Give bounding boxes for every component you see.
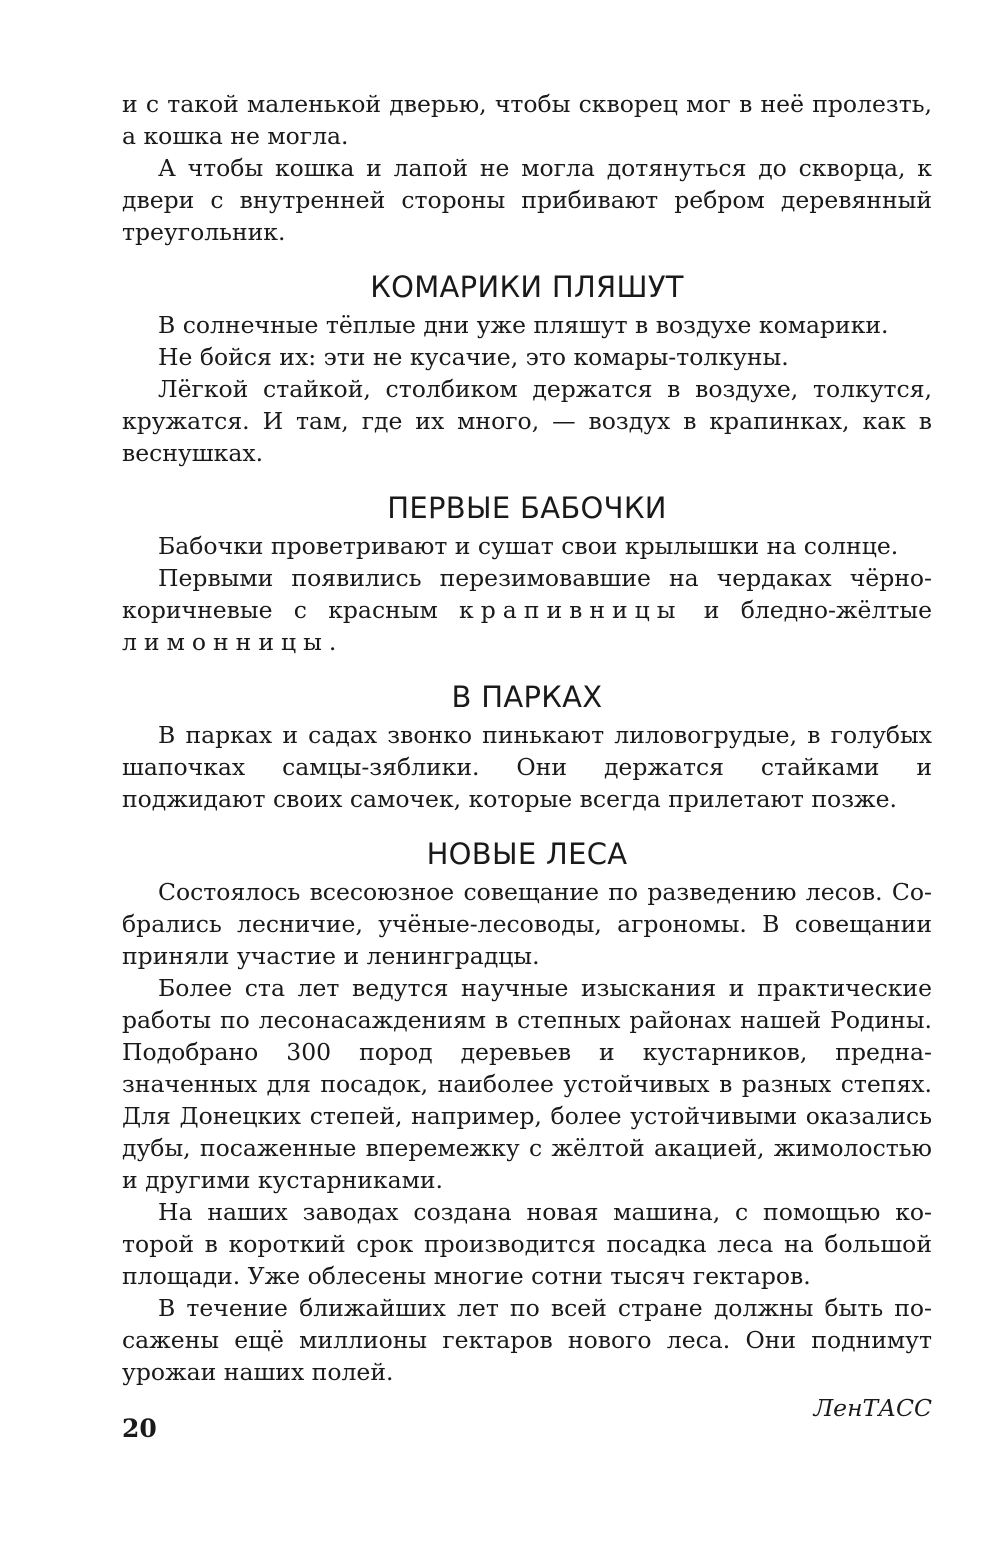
intro-paragraph-1: и с такой маленькой дверью, чтобы скворец мог в неё пролезть, а кошка не могла.: [122, 90, 932, 150]
intro-paragraph-2: А чтобы кошка и лапой не могла дотянуться до скворца, к двери с внутренней стороны прибивают ребром деревянный треугольник.: [122, 154, 932, 246]
komariki-paragraph-1: В солнечные тёплые дни уже пляшут в воздухе комарики.: [158, 311, 889, 339]
lesa-paragraph-4: В течение ближайших лет по всей стране должны быть посажены ещё миллионы гектаров нового леса. Они поднимут урожаи наших полей.: [122, 1294, 932, 1386]
komariki-paragraph-2: Не бойся их: эти не кусачие, это комары-толкуны.: [158, 343, 789, 371]
section-title-babochki: ПЕРВЫЕ БАБОЧКИ: [387, 491, 667, 525]
babochki-text-1: Первыми появились перезимовавшие на чердаках чёрнокоричневые с красным: [122, 564, 932, 624]
lesa-paragraph-3: На наших заводах создана новая машина, с помощью которой в короткий срок производится посадка леса на большой площади. Уже облесены многие сотни тысяч гектаров.: [122, 1198, 932, 1290]
lesa-paragraph-1: Состоялось всесоюзное совещание по разведению лесов. Собрались лесничие, учёные-лесоводы, агрономы. В совещании приняли участие и ленинградцы.: [122, 878, 932, 970]
section-title-novye-lesa: НОВЫЕ ЛЕСА: [426, 837, 628, 871]
species-limonnitsy: лимонницы: [122, 628, 329, 656]
species-krapivnitsy: крапивницы: [459, 596, 683, 624]
babochki-paragraph-1: Бабочки проветривают и сушат свои крылышки на солнце.: [158, 532, 899, 560]
section-title-komariki: КОМАРИКИ ПЛЯШУТ: [370, 270, 684, 304]
page-content: [122, 88, 932, 1424]
page-number: 20: [122, 1414, 157, 1443]
babochki-text-2: и бледно-жёлтые: [703, 596, 932, 624]
komariki-paragraph-3: Лёгкой стайкой, столбиком держатся в воздухе, толкутся, кружатся. И там, где их много, — воздух в крапинках, как в веснушках.: [122, 375, 932, 467]
babochki-paragraph-2: [122, 562, 932, 658]
signature-lentass: ЛенТАСС: [813, 1394, 932, 1422]
babochki-text-end: .: [328, 628, 337, 656]
lesa-paragraph-2: Более ста лет ведутся научные изыскания и практические работы по лесонасаждениям в степных районах нашей Родины. Подобрано 300 пород деревьев и кустарников, предназначенных для посадок, наиболее устойчивых в разных степях. Для Донецких степей, например, более устойчивыми оказались дубы, посаженные вперемежку с жёлтой акацией, жимолостью и другими кустарниками.: [122, 974, 932, 1194]
parki-paragraph-1: В парках и садах звонко пинькают лиловогрудые, в голубых шапочках самцы-зяблики. Они держатся стайками и поджидают своих самочек, которые всегда прилетают позже.: [122, 721, 932, 813]
section-title-v-parkah: В ПАРКАХ: [451, 680, 603, 714]
